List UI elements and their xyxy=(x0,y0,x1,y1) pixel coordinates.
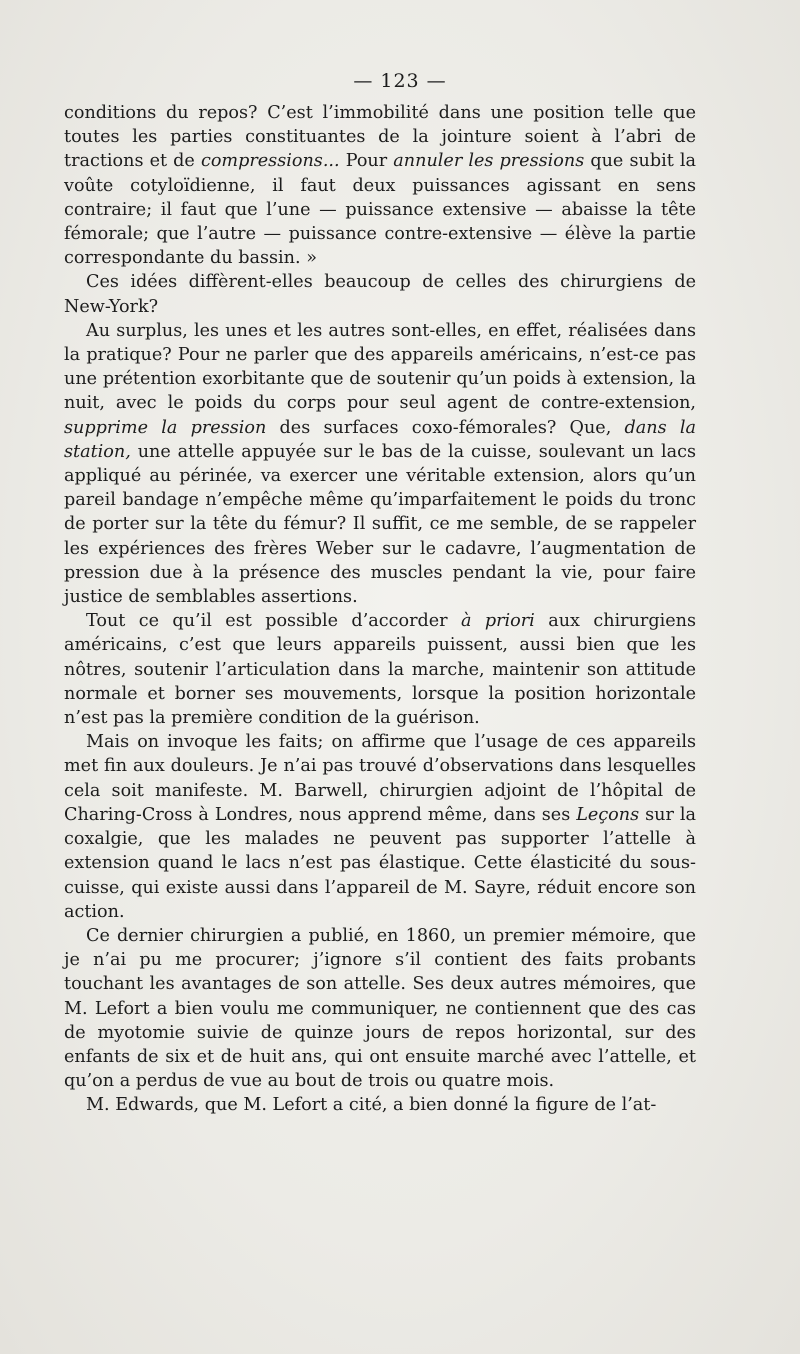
paragraph xyxy=(64,730,696,924)
italic-text: supprime la pression xyxy=(64,417,267,438)
text-run: conditions du repos? C’est l’immobilité dans une position telle que toutes les parties constituantes de la jointure soient à l’abri de tractions et de xyxy=(64,103,696,172)
paragraph xyxy=(64,319,696,609)
paragraph xyxy=(64,924,696,1093)
text-run: que subit la voûte cotyloïdienne, il faut deux puissances agissant en sens contraire; il faut que l’une — puissance extensive — abaisse la tête fémorale; que l’autre — puissance contre-extensive — élève la partie correspondante du bassin. » xyxy=(64,151,696,269)
text-run: des surfaces coxo-fémorales? Que, xyxy=(266,417,625,438)
page-number: — 123 — xyxy=(353,70,447,92)
text-run: Pour xyxy=(339,151,394,172)
text-run: aux chirurgiens américains, c’est que leurs appareils puissent, aussi bien que les nôtres, soutenir l’articulation dans la marche, maintenir son attitude normale et borner ses mouvements, lorsque la position horizontale n’est pas la première condition de la guérison. xyxy=(64,611,696,729)
text-run: M. Edwards, que M. Lefort a cité, a bien donné la figure de l’at- xyxy=(86,1095,657,1116)
text-run: une attelle appuyée sur le bas de la cuisse, soulevant un lacs appliqué au périnée, va exercer une véritable extension, alors qu’un pareil bandage n’empêche même qu’imparfaitement le poids du tronc de porter sur la tête du fémur? Il suffit, ce me semble, de se rappeler les expériences des frères Weber sur le cadavre, l’augmentation de pression due à la présence des muscles pendant la vie, pour faire justice de semblables assertions. xyxy=(64,441,696,608)
paragraph xyxy=(64,1093,696,1117)
body-text xyxy=(64,101,696,1118)
italic-text: à priori xyxy=(460,611,535,632)
italic-text: Leçons xyxy=(576,804,640,825)
text-run: Ces idées diffèrent-elles beaucoup de celles des chirurgiens de New-York? xyxy=(64,272,696,317)
italic-text: compressions... xyxy=(200,151,340,172)
paragraph xyxy=(64,270,696,318)
text-run: Ce dernier chirurgien a publié, en 1860, un premier mémoire, que je n’ai pu me procurer; j’ignore s’il contient des faits probants touchant les avantages de son attelle. Ses deux autres mémoires, que M. Lefort a bien voulu me communiquer, ne contiennent que des cas de myotomie suivie de quinze jours de repos horizontal, sur des enfants de six et de huit ans, qui ont ensuite marché avec l’attelle, et qu’on a perdus de vue au bout de trois ou quatre mois. xyxy=(64,925,696,1092)
paragraph xyxy=(64,101,696,270)
italic-text: annuler les pressions xyxy=(393,151,585,172)
text-run: Mais on invoque les faits; on affirme que l’usage de ces appareils met fin aux douleurs. Je n’ai pas trouvé d’observations dans lesquelles cela soit manifeste. M. Barwell, chirurgien adjoint de l’hôpital de Charing-Cross à Londres, nous apprend même, dans ses xyxy=(64,732,696,825)
italic-text: dans la station, xyxy=(64,417,696,462)
paragraph xyxy=(64,609,696,730)
text-run: Au surplus, les unes et les autres sont-elles, en effet, réalisées dans la pratique? Pour ne parler que des appareils américains, n’est-ce pas une prétention exorbitante que de soutenir qu’un poids à extension, la nuit, avec le poids du corps pour seul agent de contre-extension, xyxy=(64,320,696,414)
text-run: sur la coxalgie, que les malades ne peuvent pas supporter l’attelle à extension quand le lacs n’est pas élastique. Cette élasticité du sous-cuisse, qui existe aussi dans l’appareil de M. Sayre, réduit encore son action. xyxy=(64,804,696,922)
text-run: Tout ce qu’il est possible d’accorder xyxy=(86,611,461,632)
